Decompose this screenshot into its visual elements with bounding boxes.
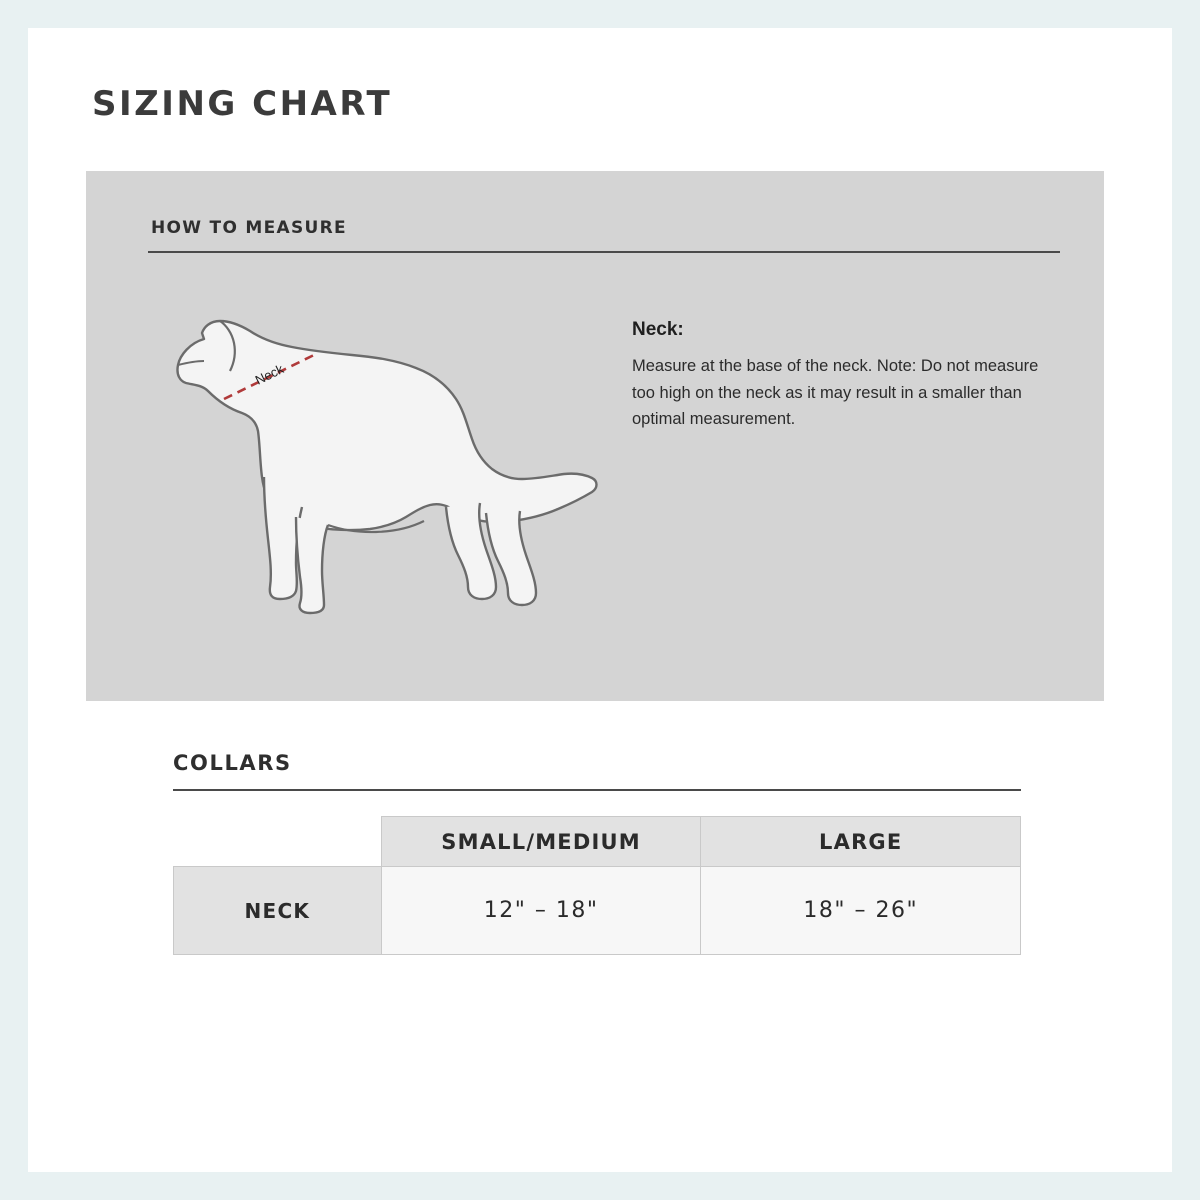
row-header-neck: NECK bbox=[174, 867, 382, 955]
table-row bbox=[174, 867, 1021, 955]
column-header-small-medium: SMALL/MEDIUM bbox=[381, 817, 701, 867]
how-to-measure-divider bbox=[148, 251, 1060, 253]
collars-heading: COLLARS bbox=[173, 751, 292, 775]
dog-side-profile-icon bbox=[146, 281, 626, 641]
dog-illustration bbox=[146, 281, 626, 641]
how-to-measure-panel bbox=[86, 171, 1104, 701]
collars-size-table bbox=[173, 816, 1021, 955]
cell-neck-large: 18" – 26" bbox=[701, 867, 1021, 955]
table-header-row bbox=[174, 817, 1021, 867]
neck-description-text: Measure at the base of the neck. Note: Do not measure too high on the neck as it may result in a smaller than optimal measurement. bbox=[632, 357, 1039, 429]
neck-description-term: Neck: bbox=[632, 319, 684, 340]
page-title: SIZING CHART bbox=[92, 84, 393, 124]
column-header-large: LARGE bbox=[701, 817, 1021, 867]
how-to-measure-heading: HOW TO MEASURE bbox=[151, 218, 347, 238]
table-corner-cell bbox=[174, 817, 382, 867]
neck-description bbox=[632, 319, 1062, 433]
cell-neck-small-medium: 12" – 18" bbox=[381, 867, 701, 955]
sizing-chart-sheet bbox=[28, 28, 1172, 1172]
collars-divider bbox=[173, 789, 1021, 791]
neck-measure-label: Neck bbox=[252, 361, 286, 388]
